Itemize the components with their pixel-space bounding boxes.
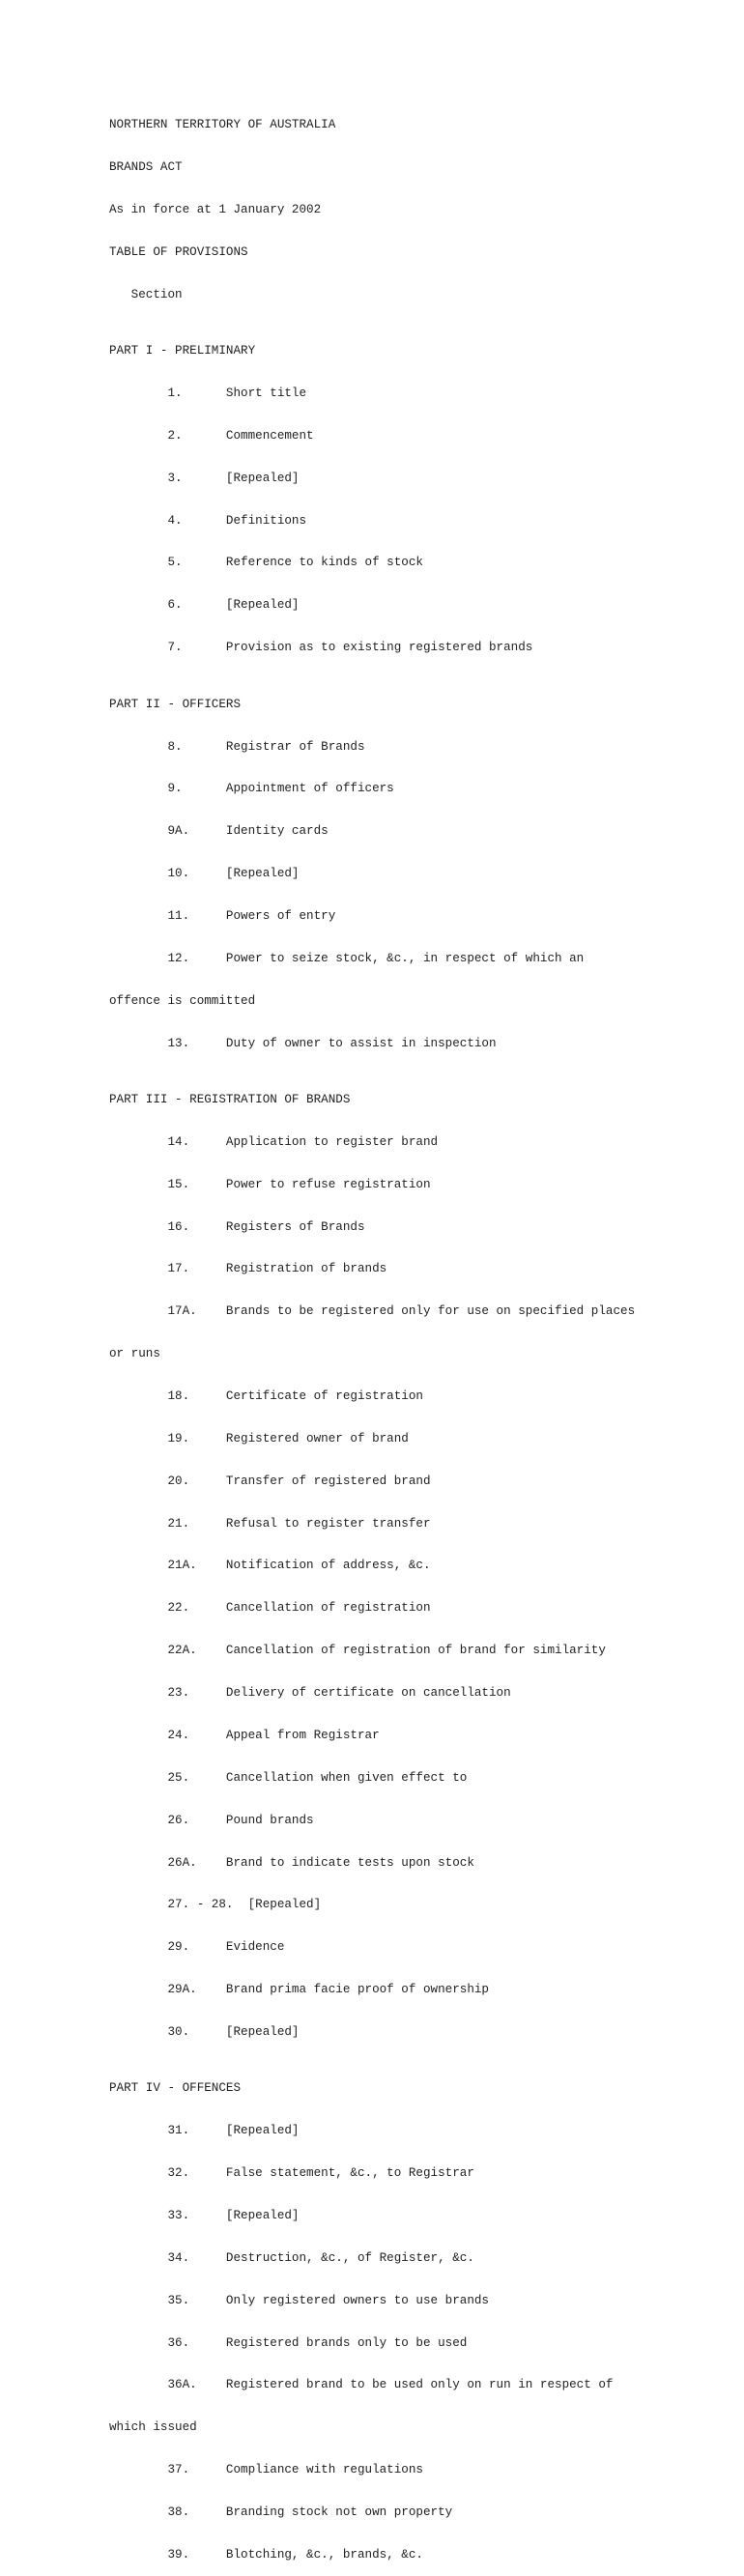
- provision-line: 12. Power to seize stock, &c., in respect of which an: [109, 951, 585, 965]
- provision-line-continuation: offence is committed: [109, 993, 256, 1008]
- provision-line: 31. [Repealed]: [109, 2124, 300, 2138]
- provision-line: 18. Certificate of registration: [109, 1389, 423, 1404]
- table-of-provisions-heading: TABLE OF PROVISIONS: [109, 244, 248, 259]
- provision-line: 33. [Repealed]: [109, 2209, 300, 2222]
- provision-line: 15. Power to refuse registration: [109, 1177, 431, 1191]
- provision-line: 19. Registered owner of brand: [109, 1431, 409, 1445]
- provision-line: 22A. Cancellation of registration of brand for similarity: [109, 1644, 606, 1658]
- provision-line: 23. Delivery of certificate on cancellation: [109, 1686, 511, 1701]
- provision-line: 14. Application to register brand: [109, 1134, 439, 1149]
- provision-line: 37. Compliance with regulations: [109, 2463, 423, 2477]
- provision-line: 36. Registered brands only to be used: [109, 2335, 468, 2350]
- document-in-force-date: As in force at 1 January 2002: [109, 202, 322, 216]
- provision-line: 4. Definitions: [109, 513, 307, 528]
- provision-line: 20. Transfer of registered brand: [109, 1474, 431, 1488]
- provision-line: 26. Pound brands: [109, 1813, 314, 1827]
- part-heading: PART IV - OFFENCES: [109, 2081, 242, 2096]
- provision-line: 32. False statement, &c., to Registrar: [109, 2166, 474, 2181]
- provision-line: 16. Registers of Brands: [109, 1219, 365, 1234]
- provision-line: 1. Short title: [109, 386, 307, 401]
- provision-line: 17. Registration of brands: [109, 1262, 387, 1276]
- section-column-label: Section: [109, 287, 183, 301]
- document-title: BRANDS ACT: [109, 160, 183, 175]
- provision-line: 17A. Brands to be registered only for use on specified places: [109, 1304, 636, 1319]
- provision-line: 3. [Repealed]: [109, 471, 300, 485]
- provision-line: 8. Registrar of Brands: [109, 739, 365, 754]
- provision-line: 9. Appointment of officers: [109, 782, 394, 796]
- provision-line: 9A. Identity cards: [109, 824, 329, 839]
- provision-line: 24. Appeal from Registrar: [109, 1728, 380, 1742]
- provision-line: 22. Cancellation of registration: [109, 1601, 431, 1616]
- provision-line: 35. Only registered owners to use brands: [109, 2293, 489, 2307]
- provision-line: 34. Destruction, &c., of Register, &c.: [109, 2250, 474, 2265]
- part-heading: PART III - REGISTRATION OF BRANDS: [109, 1093, 351, 1107]
- provision-line: 2. Commencement: [109, 428, 314, 443]
- document-jurisdiction: NORTHERN TERRITORY OF AUSTRALIA: [109, 118, 336, 132]
- provision-line: 7. Provision as to existing registered brands: [109, 641, 533, 655]
- provision-line: 36A. Registered brand to be used only on run in respect of: [109, 2378, 614, 2392]
- provision-line-continuation: or runs: [109, 1347, 160, 1361]
- document-body: [109, 90, 737, 2576]
- part-heading: PART II - OFFICERS: [109, 697, 242, 711]
- provision-line: 39. Blotching, &c., brands, &c.: [109, 2547, 423, 2562]
- provision-line: 6. [Repealed]: [109, 598, 300, 613]
- provision-line: 11. Powers of entry: [109, 908, 336, 923]
- provision-line: 21. Refusal to register transfer: [109, 1516, 431, 1531]
- provision-line: 38. Branding stock not own property: [109, 2505, 453, 2520]
- provision-line-continuation: which issued: [109, 2420, 197, 2435]
- provision-line: 29A. Brand prima facie proof of ownership: [109, 1983, 489, 1997]
- provision-line: 10. [Repealed]: [109, 867, 300, 881]
- provision-line: 13. Duty of owner to assist in inspection: [109, 1036, 497, 1050]
- provision-line: 27. - 28. [Repealed]: [109, 1898, 322, 1912]
- provision-line: 26A. Brand to indicate tests upon stock: [109, 1855, 474, 1870]
- provision-line: 5. Reference to kinds of stock: [109, 556, 423, 570]
- provision-line: 21A. Notification of address, &c.: [109, 1559, 431, 1573]
- provision-line: 29. Evidence: [109, 1940, 285, 1955]
- provision-line: 25. Cancellation when given effect to: [109, 1770, 468, 1785]
- part-heading: PART I - PRELIMINARY: [109, 344, 256, 358]
- provision-line: 30. [Repealed]: [109, 2024, 300, 2039]
